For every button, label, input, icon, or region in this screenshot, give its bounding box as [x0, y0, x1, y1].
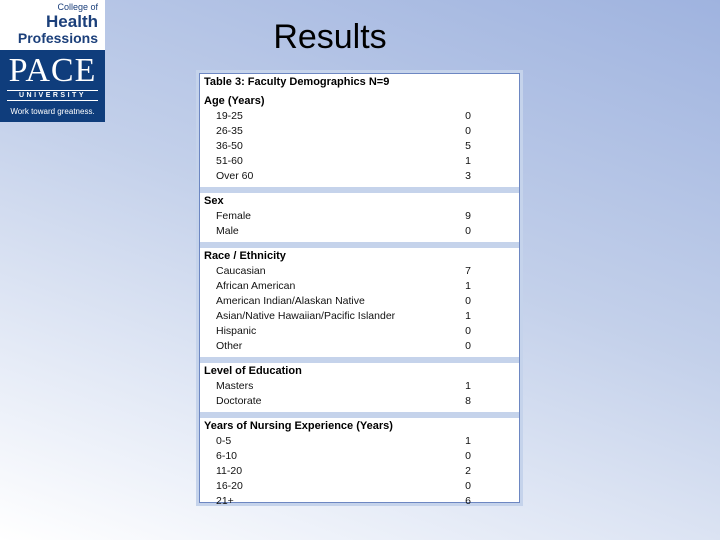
table-section [200, 357, 519, 412]
table-section [200, 93, 519, 187]
row-value: 0 [465, 295, 471, 307]
row-label: 36-50 [216, 140, 243, 152]
row-value: 1 [465, 310, 471, 322]
row-label: African American [216, 280, 296, 292]
row-value: 7 [465, 265, 471, 277]
brand-tagline: Work toward greatness. [10, 107, 95, 116]
row-label: Other [216, 340, 243, 352]
table-row [200, 279, 519, 294]
table-caption: Table 3: Faculty Demographics N=9 [204, 76, 390, 88]
table-row [200, 479, 519, 494]
row-label: 51-60 [216, 155, 243, 167]
table-sections [200, 93, 519, 512]
section-title: Sex [204, 195, 224, 207]
row-value: 0 [465, 110, 471, 122]
row-label: 11-20 [216, 465, 243, 477]
university-brand [0, 50, 105, 122]
row-value: 1 [465, 280, 471, 292]
row-label: 16-20 [216, 480, 243, 492]
row-label: 19-25 [216, 110, 243, 122]
table-row [200, 124, 519, 139]
brand-university: UNIVERSITY [7, 90, 98, 101]
row-label: Asian/Native Hawaiian/Pacific Islander [216, 310, 396, 322]
table-row [200, 224, 519, 239]
row-label: Hispanic [216, 325, 257, 337]
table-row [200, 494, 519, 509]
row-label: Female [216, 210, 252, 222]
row-value: 1 [465, 380, 471, 392]
row-value: 2 [465, 465, 471, 477]
table-row [200, 109, 519, 124]
row-label: 0-5 [216, 435, 232, 447]
row-value: 1 [465, 435, 471, 447]
row-value: 6 [465, 495, 471, 507]
section-title: Age (Years) [204, 95, 265, 107]
college-name [0, 0, 105, 50]
demographics-table [199, 73, 520, 507]
table-row [200, 379, 519, 394]
college-line-1: College of [57, 2, 98, 12]
table-row [200, 139, 519, 154]
brand-wordmark: PACE [8, 52, 97, 89]
row-value: 0 [465, 125, 471, 137]
row-value: 0 [465, 450, 471, 462]
table-section [200, 187, 519, 242]
row-value: 0 [465, 325, 471, 337]
table-row [200, 464, 519, 479]
row-value: 3 [465, 170, 471, 182]
table-row [200, 294, 519, 309]
row-label: Over 60 [216, 170, 254, 182]
section-title: Level of Education [204, 365, 302, 377]
table-row [200, 394, 519, 409]
table-section [200, 242, 519, 357]
row-label: 26-35 [216, 125, 243, 137]
row-label: Doctorate [216, 395, 262, 407]
row-label: Caucasian [216, 265, 266, 277]
row-value: 0 [465, 340, 471, 352]
section-title: Race / Ethnicity [204, 250, 286, 262]
table-row [200, 264, 519, 279]
table-row [200, 434, 519, 449]
table-row [200, 154, 519, 169]
row-value: 5 [465, 140, 471, 152]
row-value: 1 [465, 155, 471, 167]
table-row [200, 169, 519, 184]
college-line-2: Health [46, 12, 98, 31]
table-row [200, 339, 519, 354]
row-label: Male [216, 225, 239, 237]
row-label: 6-10 [216, 450, 238, 462]
row-label: Masters [216, 380, 254, 392]
table-section [200, 412, 519, 512]
row-value: 9 [465, 210, 471, 222]
pace-logo [0, 0, 105, 122]
table-row [200, 449, 519, 464]
row-value: 0 [465, 225, 471, 237]
table-row [200, 209, 519, 224]
demographics-table-frame [196, 70, 523, 506]
row-value: 0 [465, 480, 471, 492]
row-value: 8 [465, 395, 471, 407]
row-label: American Indian/Alaskan Native [216, 295, 365, 307]
table-row [200, 309, 519, 324]
section-title: Years of Nursing Experience (Years) [204, 420, 393, 432]
table-row [200, 324, 519, 339]
slide-title: Results [273, 18, 387, 56]
college-line-3: Professions [17, 30, 98, 46]
row-label: 21+ [216, 495, 234, 507]
